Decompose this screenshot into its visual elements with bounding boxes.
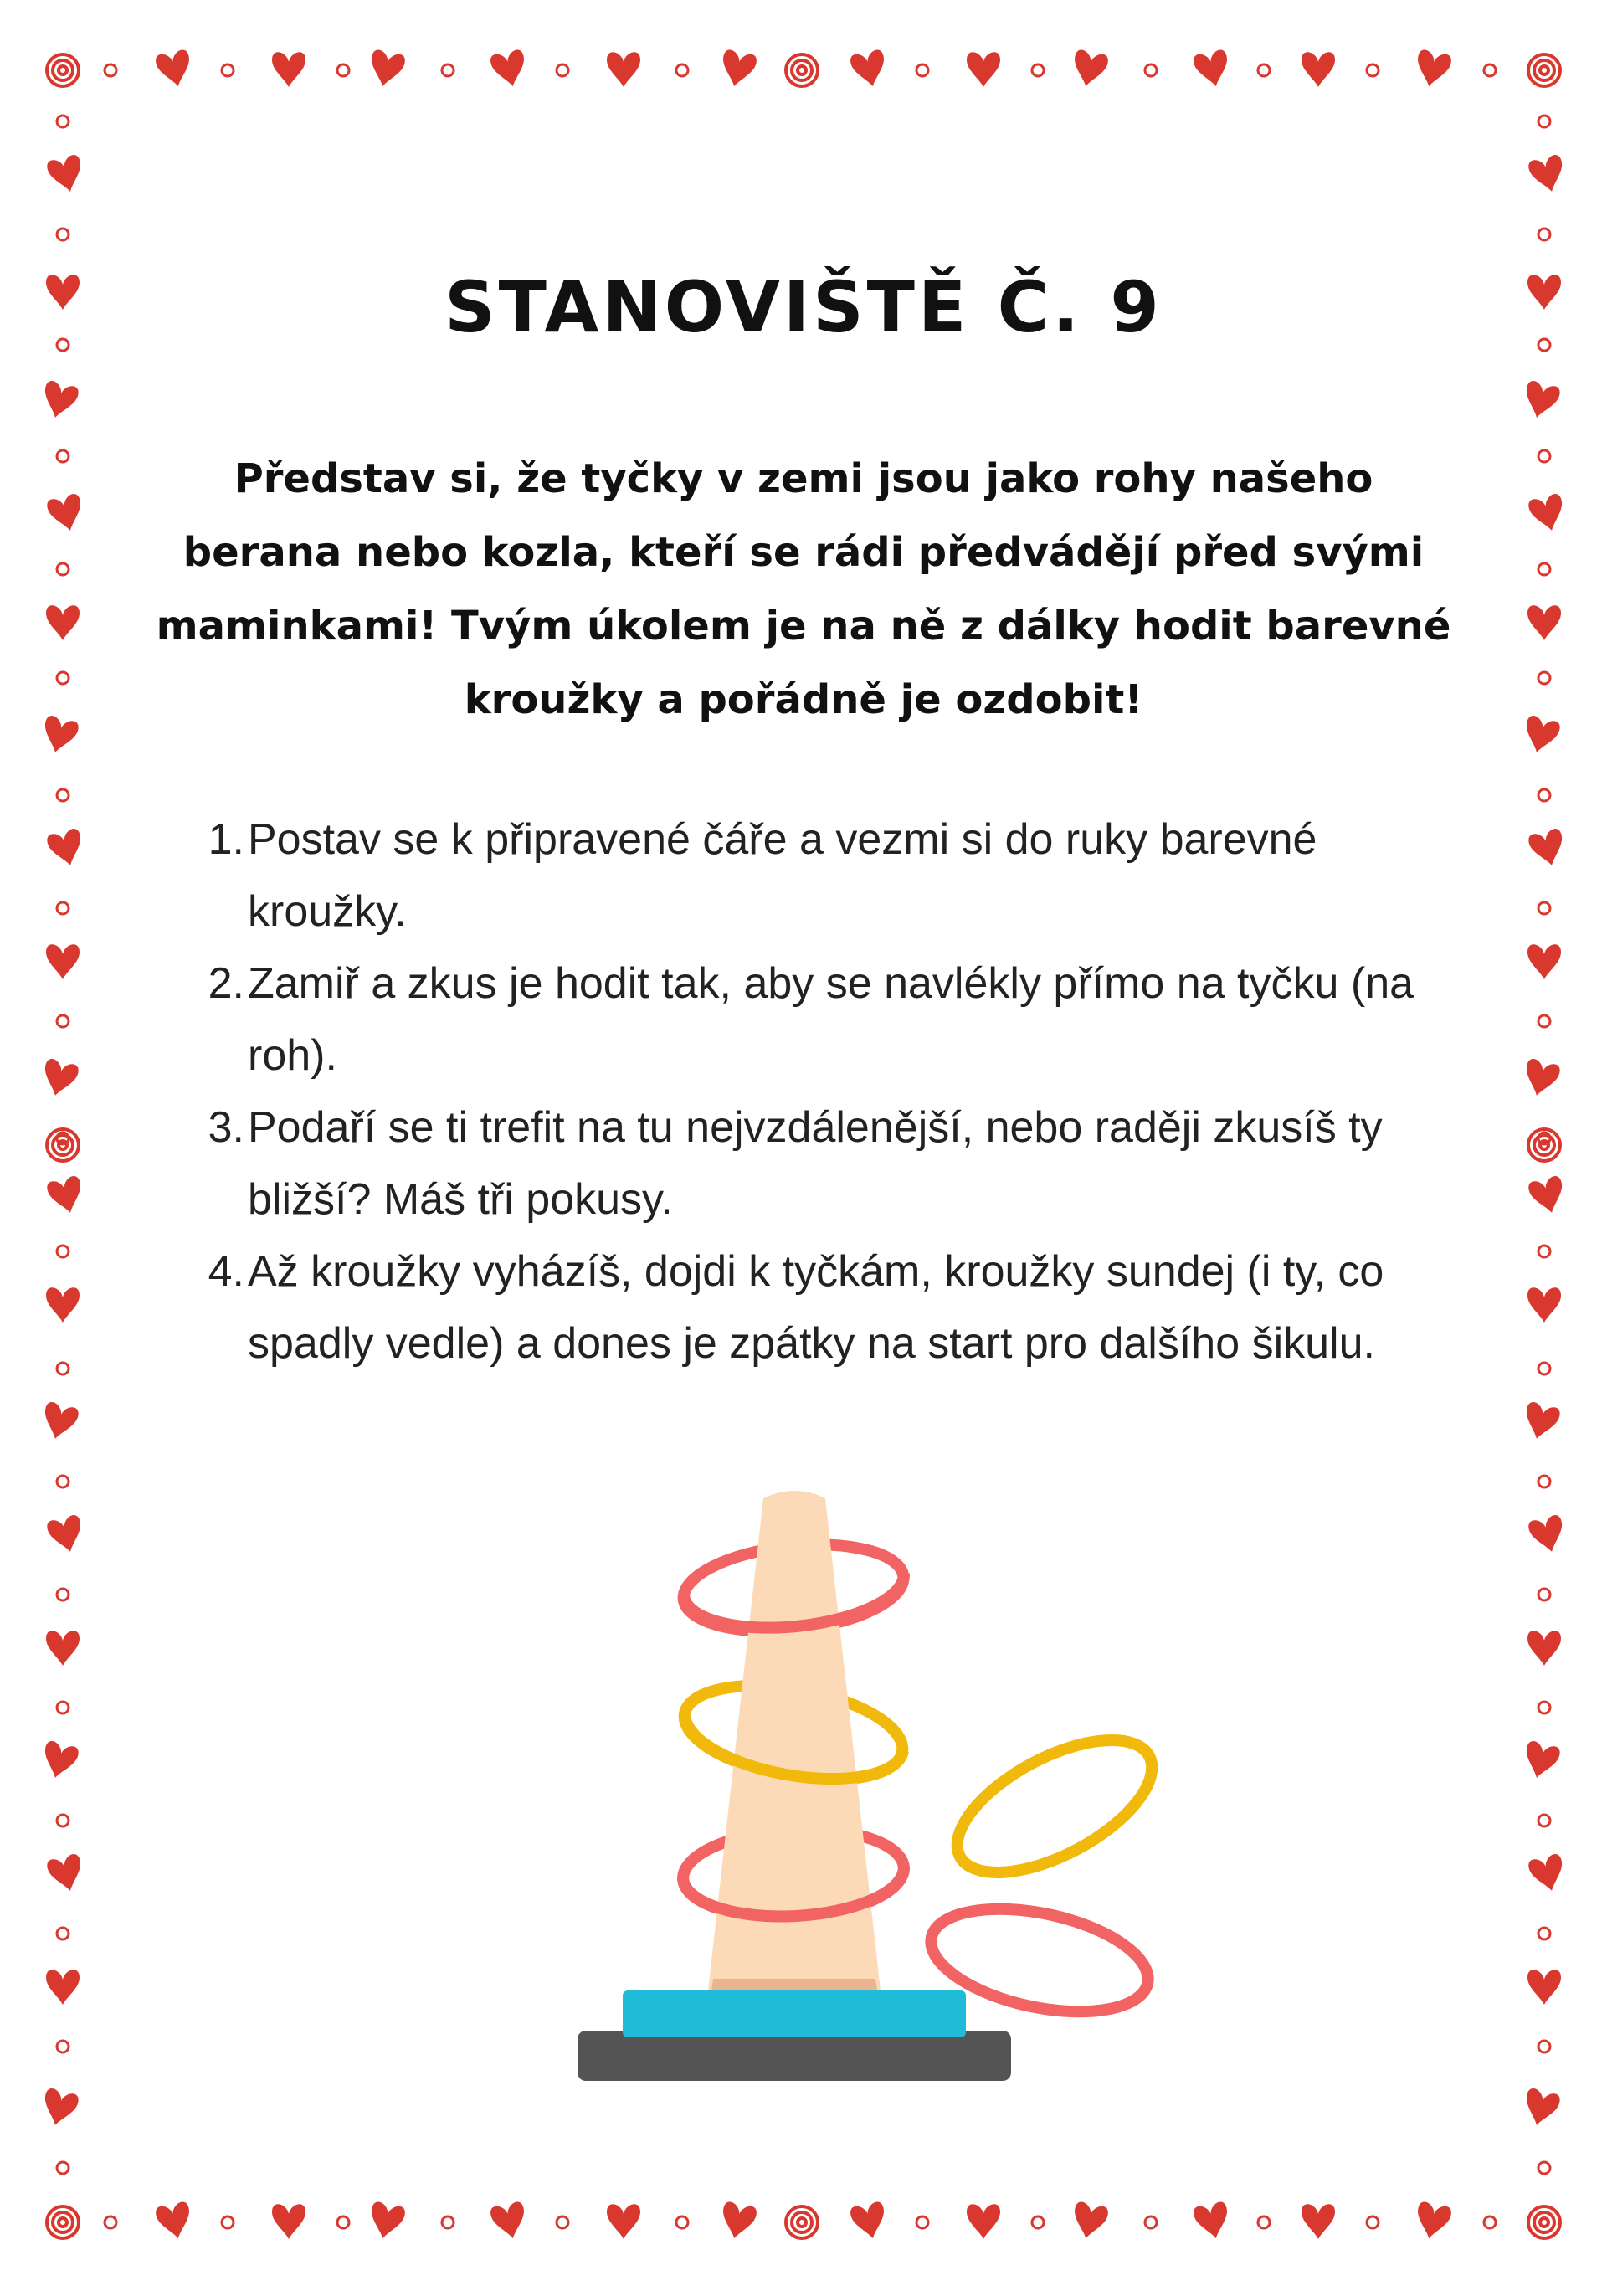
heart-icon: [1070, 49, 1110, 90]
heart-icon: [46, 493, 87, 535]
heart-icon: [1527, 1287, 1561, 1323]
small-circle-icon: [337, 64, 349, 76]
heart-icon: [1193, 2201, 1233, 2242]
small-circle-icon: [1367, 64, 1379, 76]
heart-icon: [46, 605, 80, 640]
spiral-icon: [47, 2206, 79, 2238]
heart-icon: [850, 2201, 890, 2242]
instruction-step: [167, 804, 1473, 948]
intro-paragraph: Představ si, že tyčky v zemi jsou jako rohy našeho berana nebo kozla, kteří se rádi předvádějí před svými maminkami! Tvým úkolem je na ně z dálky hodit barevné kroužky a pořádně je ozdobit!: [156, 455, 1451, 723]
small-circle-icon: [1538, 116, 1550, 127]
heart-icon: [1521, 1401, 1562, 1443]
small-circle-icon: [557, 2216, 568, 2228]
heart-icon: [1527, 1631, 1561, 1666]
small-circle-icon: [442, 64, 454, 76]
small-circle-icon: [1538, 1702, 1550, 1713]
heart-icon: [1193, 49, 1233, 90]
heart-icon: [39, 1058, 80, 1100]
spiral-icon: [1528, 2206, 1560, 2238]
small-circle-icon: [57, 789, 69, 801]
small-circle-icon: [1538, 450, 1550, 462]
small-circle-icon: [1538, 672, 1550, 684]
page-title: STANOVIŠTĚ Č. 9: [444, 266, 1163, 348]
heart-icon: [1527, 1175, 1568, 1217]
heart-icon: [155, 49, 195, 90]
small-circle-icon: [222, 2216, 234, 2228]
heart-icon: [718, 2201, 758, 2242]
step-number: 4.: [208, 1247, 244, 1296]
base-top: [623, 1990, 966, 2037]
instruction-step: [167, 1091, 1473, 1235]
small-circle-icon: [1032, 64, 1044, 76]
small-circle-icon: [57, 450, 69, 462]
small-circle-icon: [57, 1246, 69, 1257]
step-text: Až kroužky vyházíš, dojdi k tyčkám, kroužky sundej (i ty, co spadly vedle) a dones je zpátky na start pro dalšího šikulu.: [248, 1247, 1384, 1368]
instruction-list: [167, 804, 1473, 1379]
spiral-icon: [1528, 54, 1560, 86]
spiral-icon: [786, 54, 818, 86]
heart-icon: [1302, 52, 1335, 87]
step-text: Zamiř a zkus je hodit tak, aby se navlékly přímo na tyčku (na roh).: [248, 959, 1414, 1080]
heart-icon: [39, 1740, 80, 1782]
heart-icon: [1521, 2088, 1562, 2129]
ring-toss-illustration: [569, 1482, 1172, 2101]
step-text: Podaří se ti trefit na tu nejvzdálenější, nebo raději zkusíš ty bližší? Máš tři pokusy.: [248, 1103, 1383, 1224]
small-circle-icon: [1258, 64, 1270, 76]
heart-icon: [1527, 944, 1561, 979]
small-circle-icon: [1032, 2216, 1044, 2228]
small-circle-icon: [1538, 2162, 1550, 2174]
heart-icon: [1413, 2201, 1453, 2242]
small-circle-icon: [57, 116, 69, 127]
heart-icon: [850, 49, 890, 90]
heart-icon: [1527, 1853, 1568, 1895]
small-circle-icon: [1538, 1015, 1550, 1027]
heart-icon: [607, 2204, 640, 2239]
small-circle-icon: [1538, 1363, 1550, 1374]
heart-icon: [967, 52, 1000, 87]
heart-icon: [46, 1175, 87, 1217]
small-circle-icon: [57, 2041, 69, 2052]
small-circle-icon: [57, 1015, 69, 1027]
heart-icon: [490, 49, 530, 90]
step-text: Postav se k připravené čáře a vezmi si do ruky barevné kroužky.: [248, 815, 1317, 936]
heart-icon: [46, 1853, 87, 1895]
heart-icon: [718, 49, 758, 90]
small-circle-icon: [57, 1702, 69, 1713]
small-circle-icon: [1538, 902, 1550, 914]
instruction-step: [167, 948, 1473, 1091]
small-circle-icon: [57, 1363, 69, 1374]
small-circle-icon: [1538, 1815, 1550, 1826]
small-circle-icon: [57, 1589, 69, 1600]
small-circle-icon: [57, 1476, 69, 1487]
small-circle-icon: [57, 672, 69, 684]
small-circle-icon: [916, 2216, 928, 2228]
heart-icon: [1527, 154, 1568, 196]
step-number: 2.: [208, 959, 244, 1008]
heart-icon: [490, 2201, 530, 2242]
small-circle-icon: [916, 64, 928, 76]
heart-icon: [607, 52, 640, 87]
heart-icon: [1527, 605, 1561, 640]
small-circle-icon: [57, 1928, 69, 1939]
small-circle-icon: [442, 2216, 454, 2228]
small-circle-icon: [57, 1815, 69, 1826]
heart-icon: [1070, 2201, 1110, 2242]
spiral-icon: [786, 2206, 818, 2238]
small-circle-icon: [557, 64, 568, 76]
heart-icon: [272, 2204, 305, 2239]
small-circle-icon: [57, 2162, 69, 2174]
small-circle-icon: [1145, 2216, 1157, 2228]
instruction-step: [167, 1235, 1473, 1379]
heart-icon: [1521, 715, 1562, 757]
small-circle-icon: [1538, 789, 1550, 801]
heart-icon: [46, 1287, 80, 1323]
heart-icon: [39, 1401, 80, 1443]
small-circle-icon: [1538, 563, 1550, 575]
ring-yellow-loose: [937, 1713, 1172, 1900]
small-circle-icon: [1367, 2216, 1379, 2228]
heart-icon: [39, 2088, 80, 2129]
small-circle-icon: [1538, 229, 1550, 240]
small-circle-icon: [1538, 2041, 1550, 2052]
heart-icon: [272, 52, 305, 87]
heart-icon: [1527, 828, 1568, 870]
base-bottom: [578, 2031, 1011, 2081]
small-circle-icon: [1145, 64, 1157, 76]
heart-icon: [155, 2201, 195, 2242]
small-circle-icon: [222, 64, 234, 76]
small-circle-icon: [105, 2216, 116, 2228]
step-number: 1.: [208, 815, 244, 864]
heart-icon: [39, 715, 80, 757]
step-number: 3.: [208, 1103, 244, 1152]
small-circle-icon: [1258, 2216, 1270, 2228]
heart-icon: [367, 49, 407, 90]
small-circle-icon: [1538, 1928, 1550, 1939]
heart-icon: [46, 154, 87, 196]
heart-icon: [1521, 380, 1562, 422]
heart-icon: [46, 1631, 80, 1666]
peg-edge: [711, 1979, 877, 1990]
heart-icon: [46, 828, 87, 870]
small-circle-icon: [105, 64, 116, 76]
small-circle-icon: [676, 2216, 688, 2228]
small-circle-icon: [337, 2216, 349, 2228]
heart-icon: [46, 1514, 87, 1556]
heart-icon: [1521, 1740, 1562, 1782]
heart-icon: [967, 2204, 1000, 2239]
small-circle-icon: [57, 229, 69, 240]
heart-icon: [367, 2201, 407, 2242]
heart-icon: [1302, 2204, 1335, 2239]
heart-icon: [1521, 1058, 1562, 1100]
small-circle-icon: [1538, 1589, 1550, 1600]
heart-icon: [1527, 1514, 1568, 1556]
small-circle-icon: [1538, 1476, 1550, 1487]
heart-icon: [1527, 493, 1568, 535]
heart-icon: [46, 944, 80, 979]
heart-icon: [46, 1970, 80, 2005]
heart-icon: [39, 380, 80, 422]
small-circle-icon: [676, 64, 688, 76]
spiral-icon: [47, 54, 79, 86]
small-circle-icon: [1484, 64, 1496, 76]
small-circle-icon: [1538, 1246, 1550, 1257]
small-circle-icon: [57, 902, 69, 914]
small-circle-icon: [1484, 2216, 1496, 2228]
heart-icon: [1413, 49, 1453, 90]
small-circle-icon: [57, 563, 69, 575]
heart-icon: [1527, 1970, 1561, 2005]
